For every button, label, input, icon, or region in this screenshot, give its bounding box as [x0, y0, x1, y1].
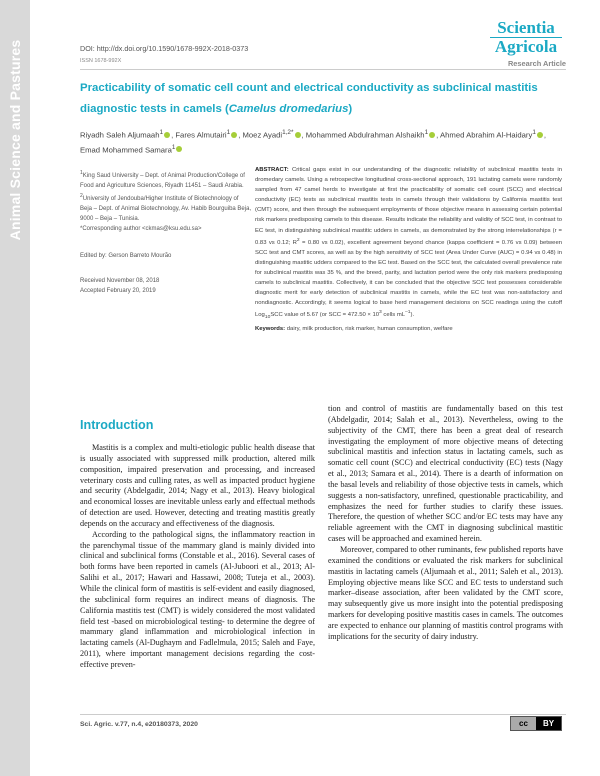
journal-logo-line1: Scientia — [497, 18, 555, 37]
cc-license-badge[interactable] — [510, 716, 562, 731]
body-paragraph: Moreover, compared to other ruminants, few published reports have examined the conditions or evaluated the risk markers for subclinical mastitis in lactating camels (Aljumaah et al., 2011; Saleh et al., 2013). Employing objective means like SCC and EC tests to understand such marker–disease association, after been validated by the CMT score, may subsequently give us more insight into the potential predisposing markers for developing positive mastitis cases in camels. The outcomes are expected to enhance our planning of mastitis control programs with implications for the security of dairy industry. — [328, 544, 563, 641]
section-label: Animal Science and Pastures — [7, 39, 23, 241]
body-column-right — [328, 404, 563, 643]
edited-by: Edited by: Gerson Barreto Mourão — [80, 253, 172, 259]
author-name: Emad Mohammed Samara — [80, 145, 172, 155]
article-type: Research Article — [507, 59, 566, 68]
abstract — [255, 165, 562, 334]
abstract-sup: –1 — [405, 310, 411, 316]
keywords: dairy, milk production, risk marker, human consumption, welfare — [286, 325, 453, 332]
orcid-icon[interactable] — [537, 132, 543, 138]
affil-mark: 2 — [80, 193, 83, 199]
author-affil-mark: 1 — [159, 129, 164, 136]
author-affil-mark: 1 — [532, 129, 536, 136]
title-text-end: ) — [348, 103, 353, 115]
abstract-text: Critical gaps exist in our understanding of the diagnostic reliability of subclinical mastitis tests in dromedary camels. Using a retrospective longitudinal cross-sectional approach, 191 lactating camels were randomly sampled from 47 camel herds to investigate at first the practicability of somatic cell count (SCC) and electrical conductivity (EC) tests as subclinical mastitis tests in camels through their validations by California mastitis test (CMT) score, and then through the subsequent employments of those objective means in assessing certain potential risk markers predisposing camels to this disease. Results indicate the reliability and validity of SCC test, in contrast to EC test, in distinguishing subclinical mastitic udders in camels, as demonstrated by the strong interrelationships (r = 0.83 vs 0.12; R — [255, 167, 563, 246]
abstract-text: ). — [410, 312, 415, 319]
author-affil-mark: 1,2* — [282, 129, 294, 136]
corresponding-author — [80, 224, 252, 234]
body-paragraph: According to the pathological signs, the inflammatory reaction in the parenchymal tissue of the mammary gland is mainly divided into clinical and subclinical forms (Constable et al., 2016). Several cases of both forms have been reported in camels (Al-Juboori et al., 2013; Al-Salihi et al., 2017; Hawari and Hassawi, 2008; Tuteja et al., 2003). While the clinical form of mastitis is self-evident and easily diagnosed, the subclinical form requires an indirect means of diagnosis. The California mastitis test (CMT) is widely considered the most validated field test -based on microbiological testing- to determine the degree of mammary gland inflammation and microbiological infection in lactating camels (Al-Dughaym and Fadlelmula, 2015; Saleh and Faye, 2011), where important management decisions regarding the cost-effective preven- — [80, 529, 315, 669]
orcid-icon[interactable] — [164, 132, 170, 138]
section-heading-introduction: Introduction — [80, 418, 154, 432]
author-name: Moez Ayadi — [242, 130, 283, 140]
abstract-text: SCC value of 5.67 (or SCC = 472.50 × 10 — [270, 312, 380, 319]
affiliations — [80, 168, 252, 234]
abstract-sup: 2 — [296, 237, 300, 243]
abstract-sup: 3 — [379, 310, 382, 316]
body-column-left — [80, 443, 315, 671]
abstract-sub: 10 — [264, 315, 271, 321]
doi-link[interactable]: DOI: http://dx.doi.org/10.1590/1678-992X-2018-0373 — [80, 44, 249, 53]
received-date: Received November 08, 2018 — [80, 278, 160, 284]
author-name: Riyadh Saleh Aljumaah — [80, 130, 160, 140]
orcid-icon[interactable] — [429, 132, 435, 138]
affiliation-item — [80, 191, 252, 224]
affil-mark: 1 — [80, 170, 83, 176]
journal-logo — [490, 20, 562, 55]
abstract-label: ABSTRACT: — [255, 167, 289, 173]
affil-text[interactable]: Corresponding author <ckmas@ksu.edu.sa> — [82, 226, 202, 232]
affil-text: University of Jendouba/Higher Institute of Biotechnology of Beja – Dept. of Animal Biotechnology, Av. Habib Bourguiba Beja, 9000 – Beja – Tunisia. — [80, 196, 252, 222]
abstract-text: cells mL — [381, 312, 406, 319]
footer-citation: Sci. Agric. v.77, n.4, e20180373, 2020 — [80, 721, 198, 728]
section-sidebar-tab — [0, 0, 30, 776]
affiliation-item — [80, 168, 252, 191]
body-paragraph: Mastitis is a complex and multi-etiologic public health disease that is usually associated with suppressed milk production, altered milk composition, impaired preservation and processing, and increased veterinary costs and culling rates, as well as impacted product hygiene and security (Abdelgadir, 2014; Nagy et al., 2013). Heavy biological and economical losses are inevitable unless early and effectual methods of detection are used. However, detecting and treating mastitis greatly depends on the accuracy and effectiveness of the diagnosis. — [80, 443, 315, 528]
title-species: Camelus dromedarius — [228, 103, 349, 115]
affil-text: King Saud University – Dept. of Animal Production/College of Food and Agriculture Sciences, Riyadh 11451 – Saudi Arabia. — [80, 173, 245, 189]
footer-divider — [80, 714, 566, 715]
affil-mark: * — [80, 226, 83, 232]
author-affil-mark: 1 — [226, 129, 231, 136]
keywords-label: Keywords: — [255, 325, 286, 332]
header-divider — [80, 69, 566, 70]
journal-logo-line2: Agricola — [494, 37, 558, 56]
author-affil-mark: 1 — [424, 129, 429, 136]
article-title — [80, 78, 560, 120]
issn: ISSN 1678-992X — [80, 58, 122, 64]
orcid-icon[interactable] — [176, 146, 182, 152]
author-name: Mohammed Abdulrahman Alshaikh — [305, 130, 425, 140]
abstract-text: = 0.80 vs 0.02), excellent agreement beyond chance (kappa coefficient = 0.76 vs 0.09) between SCC test and CMT scores, as well as by the high sensitivity of SCC test (Area Under Curve (AUC) = 0.94 vs 0.48) in distinguishing mastitic udders compared to the EC test. Based on the SCC test, the calculated overall prevalence rate for subclinical mastitis was 35 %, and the breed, parity, and lactation period were the only risk markers predisposing camels to subclinical mastitis. Collectively, it can be concluded that the objective SCC test possesses considerable diagnostic merit for early detection of subclinical mastitis in camels, while the EC test was non-satisfactory and nondiagnostic. Accordingly, it seems logical to base herd management decisions on SCC readings using the cutoff Log — [255, 239, 562, 319]
article-dates — [80, 276, 159, 296]
title-text: Practicability of somatic cell count and electrical conductivity as subclinical mastitis diagnostic tests in camels ( — [80, 82, 538, 115]
author-name: Fares Almutairi — [175, 130, 227, 140]
orcid-icon[interactable] — [295, 132, 301, 138]
author-list: Riyadh Saleh Aljumaah$^1$ , Fares Almutairi$^1$ , Moez Ayadi$^{1,2*}$ , Mohammed Abdulrahman Alshaikh$^1$ , Ahmed Abrahim Al-Haidary$^1$ , Emad Mohammed Samara$^1$ — [80, 129, 547, 155]
accepted-date: Accepted February 20, 2019 — [80, 288, 156, 294]
author-name: Ahmed Abrahim Al-Haidary — [440, 130, 533, 140]
body-paragraph: tion and control of mastitis are fundamentally based on this test (Abdelgadir, 2014; Salah et al., 2013). Nevertheless, owing to the subjectivity of the CMT, there has been a great deal of research investigating the employment of more objective means of detecting subclinical mastitis and infection status in lactating camels, such as somatic cell count (SCC) and electrical conductivity (EC) tests (Nagy et al., 2013; Samara et al., 2014). There is a dearth of information on the basal levels and reliability of those objective tests in camels, which suggests a non-satisfactory, unrefined, questionable practicability, and emphasizes the need for further studies to clarify these issues. Therefore, the question of whether SCC and/or EC tests may have any reliable agreement with the CMT in diagnosing subclinical mastitic cases will be approached and examined herein. — [328, 404, 563, 544]
cc-icon: cc — [511, 717, 536, 730]
orcid-icon[interactable] — [231, 132, 237, 138]
cc-by-label: BY — [536, 717, 561, 730]
author-affil-mark: 1 — [171, 143, 176, 151]
